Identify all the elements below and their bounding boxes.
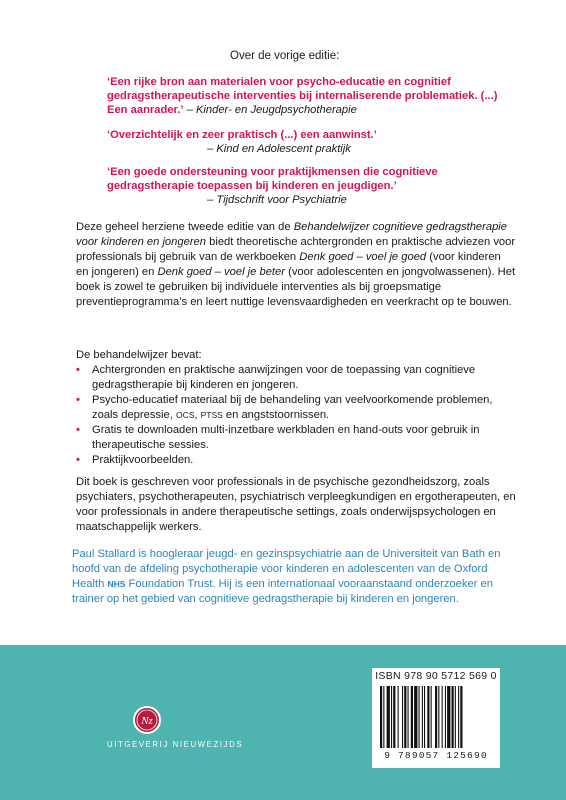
barcode-bar: [445, 686, 446, 748]
barcode-bar: [404, 686, 406, 748]
list-item: [76, 393, 516, 423]
author-bio-text: Foundation Trust. Hij is een internationaal vooraanstaand onderzoeker en trainer op het gebied van cognitieve gedragstherapie bij kinderen en jongeren.: [72, 578, 493, 605]
review-quote-text: ‘Overzichtelijk en zeer praktisch (...) een aanwinst.’: [107, 129, 377, 141]
abbreviation: OCS: [175, 410, 195, 420]
barcode-bar: [383, 686, 384, 748]
barcode-bar: [438, 686, 439, 748]
barcode-bar: [419, 686, 420, 748]
barcode-bar: [387, 686, 390, 748]
list-item-text: Achtergronden en praktische aanwijzingen voor de toepassing van cognitieve gedragstherapie bij kinderen en jongeren.: [92, 364, 476, 391]
review-quote-source: – Kind en Adolescent praktijk: [207, 143, 351, 155]
barcode-bar: [398, 686, 399, 748]
barcode-bar: [460, 686, 462, 748]
abbreviation: PTSS: [200, 410, 223, 420]
barcode-bar: [391, 686, 392, 748]
barcode-bar: [424, 686, 425, 748]
list-item: [76, 363, 516, 393]
review-quote-source: – Kinder- en Jeugdpsychotherapie: [183, 104, 357, 116]
bullet-icon: •: [76, 424, 80, 436]
publisher-name: UITGEVERIJ NIEUWEZIJDS: [107, 740, 244, 749]
bullet-icon: •: [76, 454, 80, 466]
isbn-digits: 9 789057 125690: [384, 750, 488, 761]
barcode-bar: [458, 686, 459, 748]
review-quote-source: – Tijdschrift voor Psychiatrie: [207, 194, 347, 206]
contents-list: [76, 363, 516, 468]
abbreviation: NHS: [107, 579, 126, 589]
description-workbook-title: Denk goed – voel je beter: [157, 266, 285, 278]
isbn-label: ISBN 978 90 5712 569 0: [375, 670, 497, 682]
publisher-logo: [107, 705, 244, 765]
list-item-text: Gratis te downloaden multi-inzetbare werkbladen en hand-outs voor gebruik in therapeutische sessies.: [92, 424, 480, 451]
previous-edition-heading: Over de vorige editie:: [230, 50, 340, 62]
publisher-logo-letters: Nz: [141, 715, 153, 727]
list-item-text: ,: [194, 409, 201, 421]
barcode-bar: [414, 686, 417, 748]
barcode-bar: [402, 686, 403, 748]
contents-section: [76, 348, 516, 468]
barcode-bar: [393, 686, 395, 748]
barcode-bar: [452, 686, 454, 748]
list-item: [76, 453, 516, 468]
list-item-text: en angststoornissen.: [222, 409, 330, 421]
bullet-icon: •: [76, 394, 80, 406]
review-quote-3: [107, 165, 507, 207]
barcode-bar: [447, 686, 450, 748]
review-quote-text: ‘Een goede ondersteuning voor praktijkmensen die cognitieve gedragstherapie toepassen bij kinderen en jeugdigen.’: [107, 166, 438, 192]
description-paragraph: [76, 220, 516, 310]
barcode-bar: [431, 686, 432, 748]
barcode: [372, 668, 500, 768]
list-item: [76, 423, 516, 453]
barcode-bars-icon: [378, 686, 494, 748]
barcode-bar: [411, 686, 413, 748]
description-text: biedt theoretische achtergronden en praktische adviezen voor professionals bij gebruik van de werkboeken: [76, 236, 516, 263]
description-text: Deze geheel herziene tweede editie van de: [76, 221, 294, 233]
barcode-bar: [455, 686, 456, 748]
description-workbook-title: Denk goed – voel je goed: [299, 251, 427, 263]
barcode-bar: [427, 686, 429, 748]
contents-heading: De behandelwijzer bevat:: [76, 349, 202, 361]
review-quote-text: ‘Een rijke bron aan materialen voor psycho-educatie en cognitief gedragstherapeutische interventies bij internaliserende problematiek. (...) Een aanrader.’: [107, 76, 498, 116]
review-quote-1: [107, 75, 507, 117]
publisher-logo-icon: [132, 705, 162, 735]
review-quote-2: [107, 128, 507, 156]
author-bio-text: Paul Stallard is hoogleraar jeugd- en gezinspsychiatrie aan de Universiteit van Bath en hoofd van de afdeling psychotherapie voor kinderen en adolescenten van de Oxford Health: [72, 548, 501, 590]
description-book-title: Behandelwijzer cognitieve gedragstherapie voor kinderen en jongeren: [76, 221, 508, 248]
list-item-text: Psycho-educatief materiaal bij de behandeling van veelvoorkomende problemen, zoals depressie,: [92, 394, 493, 421]
description-text: (voor kinderen en jongeren) en: [76, 251, 501, 278]
barcode-bar: [422, 686, 423, 748]
barcode-bar: [442, 686, 443, 748]
barcode-bar: [380, 686, 382, 748]
author-bio: [72, 547, 516, 607]
description-text: (voor adolescenten en jongvolwassenen). Het boek is zowel te gebruiken bij individuele interventies als bij groepsmatige preventieprogramma’s en leert nuttige levensvaardigheden en veerkracht op te bouwen.: [76, 266, 516, 308]
list-item-text: Praktijkvoorbeelden.: [92, 454, 194, 466]
barcode-bar: [408, 686, 409, 748]
bullet-icon: •: [76, 364, 80, 376]
audience-paragraph: Dit boek is geschreven voor professionals in de psychische gezondheidszorg, zoals psychiaters, psychotherapeuten, psychiatrisch verpleegkundigen en ergotherapeuten, en voor professionals in andere therapeutische settings, zoals onderwijspsychologen en maatschappelijk werkers.: [76, 476, 516, 533]
barcode-bar: [435, 686, 437, 748]
